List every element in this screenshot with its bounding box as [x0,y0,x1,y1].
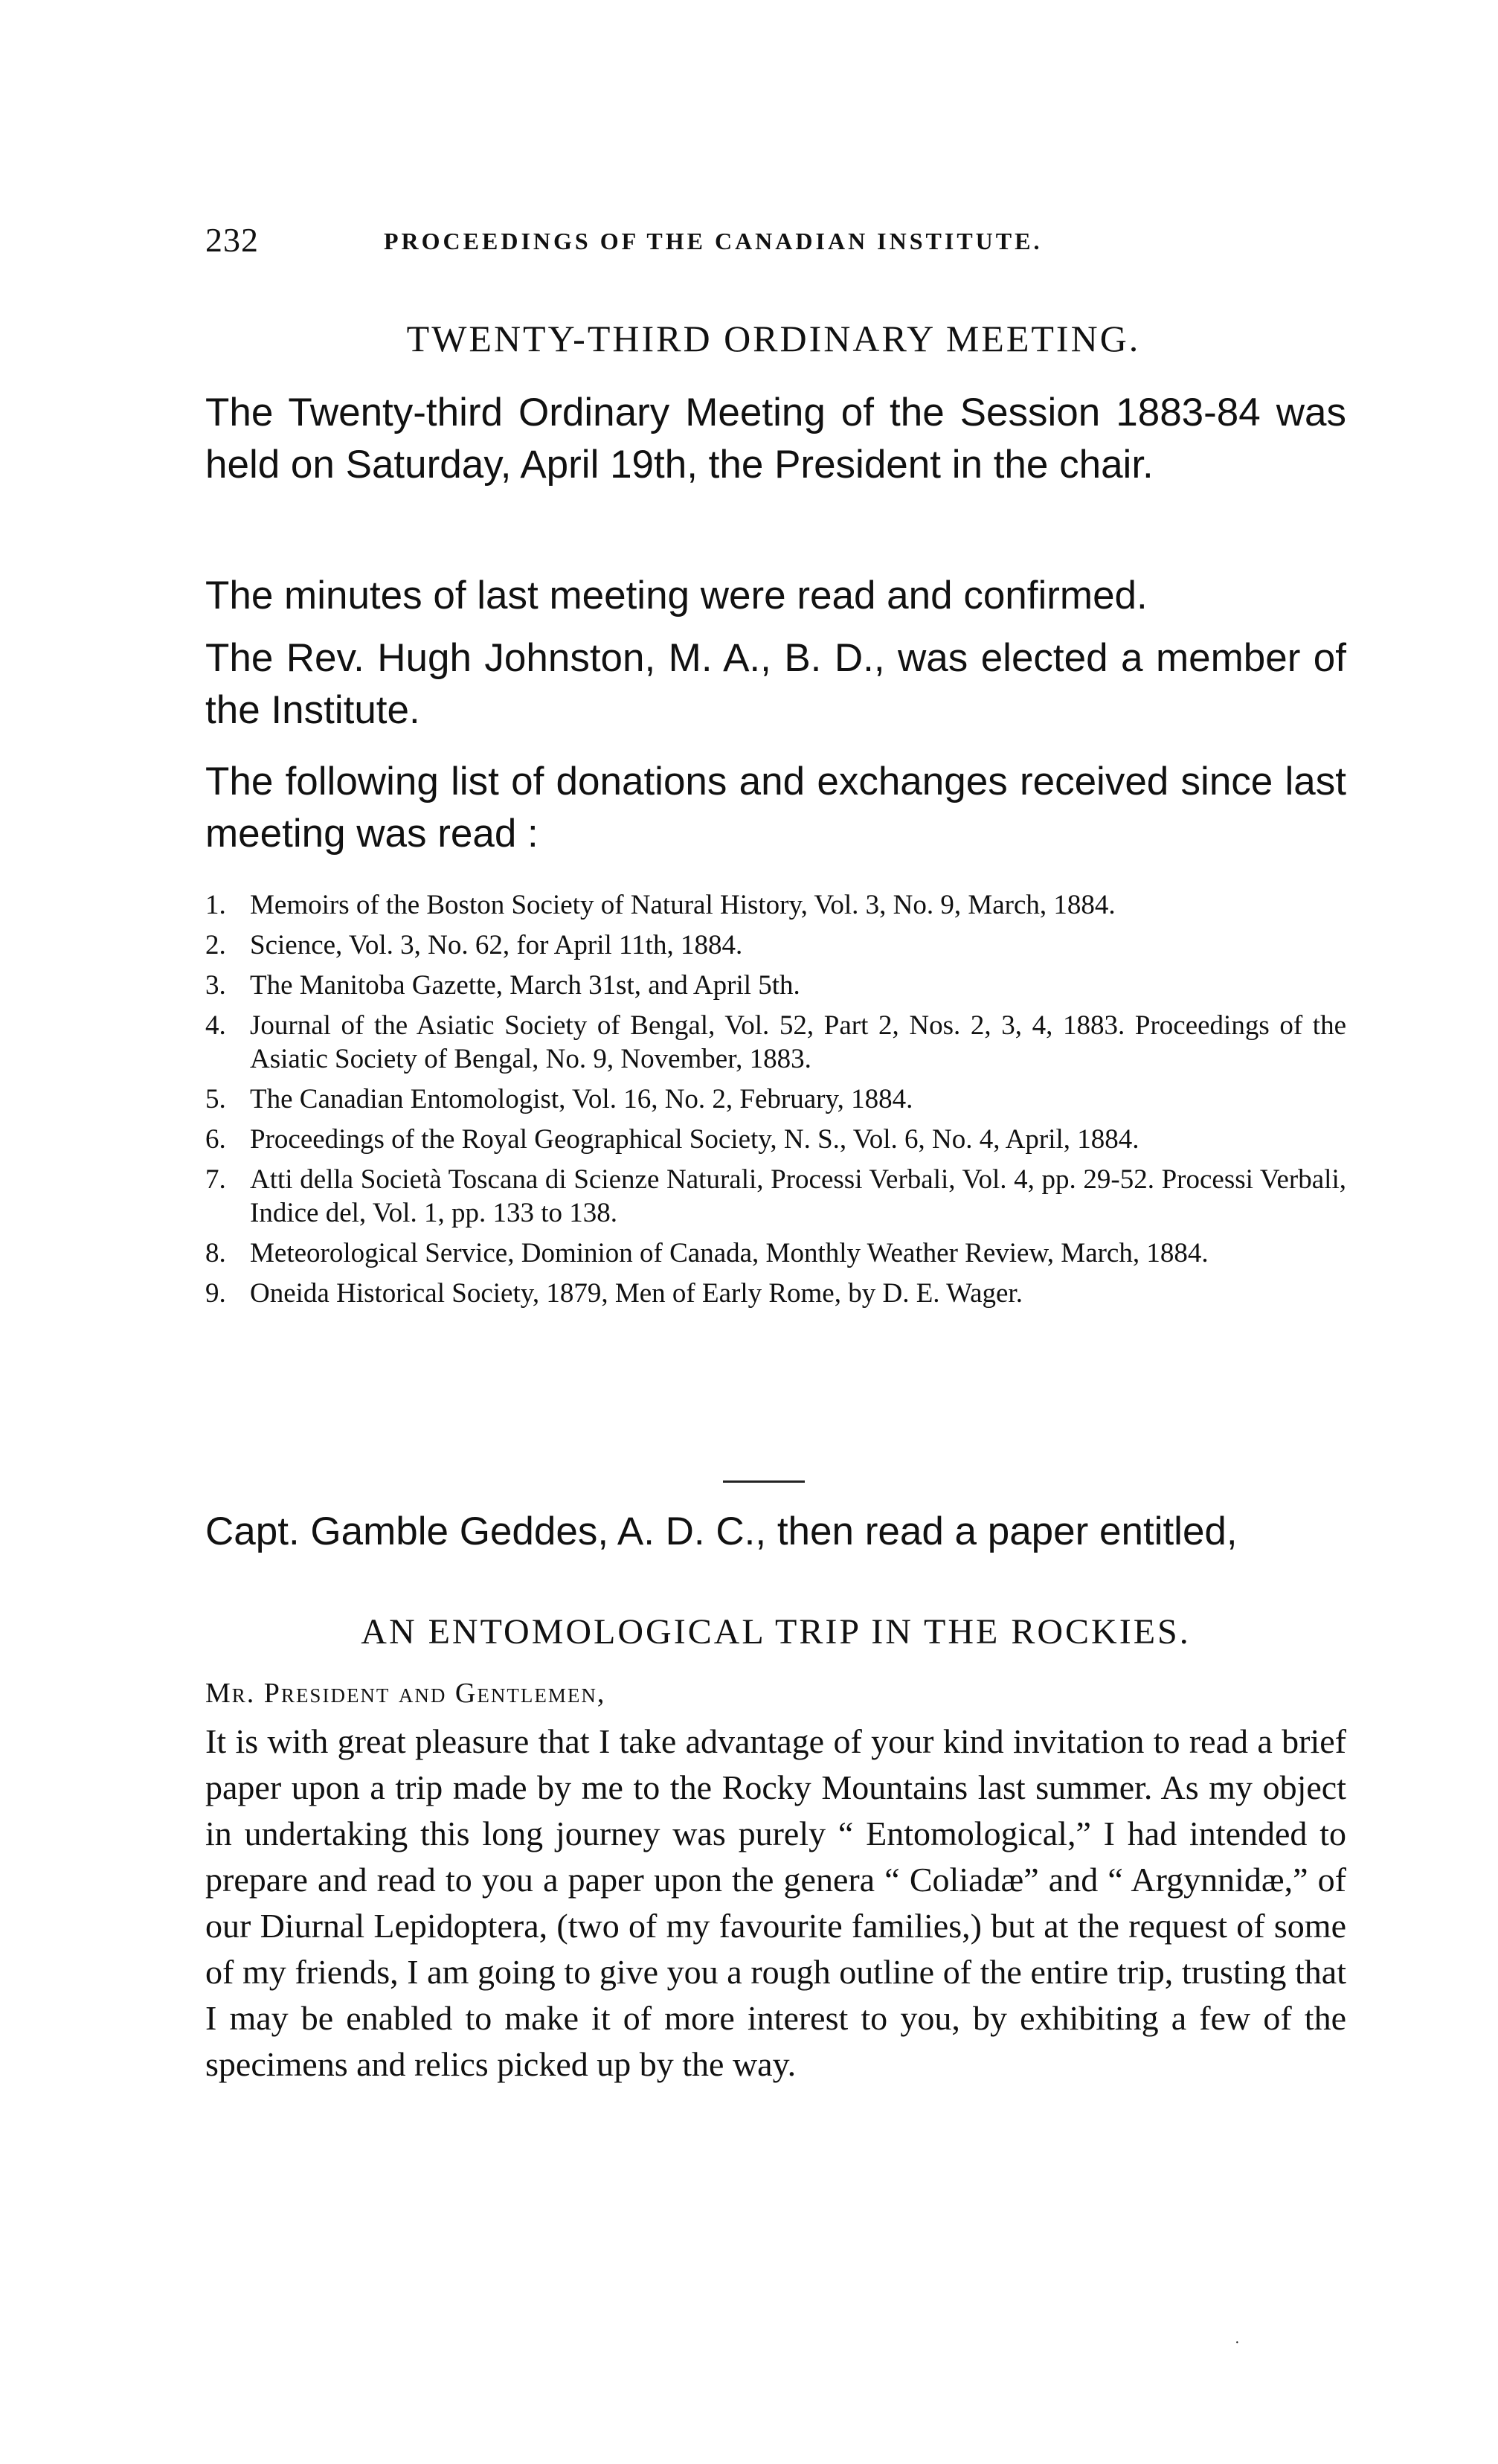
list-item-number: 3. [205,970,226,1001]
list-item [205,1163,1346,1230]
list-item-number: 6. [205,1124,226,1155]
meeting-paragraph-donations-intro: The following list of donations and exchanges received since last meeting was read : [205,760,1346,856]
running-head: PROCEEDINGS OF THE CANADIAN INSTITUTE. [384,228,1043,254]
list-item-text: Journal of the Asiatic Society of Bengal, Vol. 52, Part 2, Nos. 2, 3, 4, 1883. Proceedings of the Asiatic Society of Bengal, No. 9, November, 1883. [250,1010,1346,1074]
list-item-text: The Manitoba Gazette, March 31st, and April 5th. [250,970,800,1001]
list-item-number: 1. [205,890,226,920]
list-item [205,1123,1346,1156]
paper-title: AN ENTOMOLOGICAL TRIP IN THE ROCKIES. [361,1612,1191,1652]
list-item-number: 7. [205,1164,226,1195]
list-item [205,1277,1346,1310]
list-item-text: Meteorological Service, Dominion of Canada, Monthly Weather Review, March, 1884. [250,1238,1209,1268]
list-item-text: Oneida Historical Society, 1879, Men of Early Rome, by D. E. Wager. [250,1278,1023,1309]
page-header [205,220,1342,265]
salutation: Mr. President and Gentlemen, [205,1678,606,1709]
list-item [205,969,1346,1002]
list-item [205,1082,1346,1116]
list-item [205,1009,1346,1076]
list-item-text: Memoirs of the Boston Society of Natural History, Vol. 3, No. 9, March, 1884. [250,890,1116,920]
page-number: 232 [205,221,259,259]
meeting-paragraph-minutes: The minutes of last meeting were read and confirmed. [205,574,1148,617]
list-item-number: 4. [205,1010,226,1041]
donations-list [205,888,1346,1317]
list-item-text: Proceedings of the Royal Geographical Society, N. S., Vol. 6, No. 4, April, 1884. [250,1124,1139,1155]
meeting-paragraph-session: The Twenty-third Ordinary Meeting of the Session 1883-84 was held on Saturday, April 19th, the President in the chair. [205,391,1346,487]
list-item-text: The Canadian Entomologist, Vol. 16, No. 2, February, 1884. [250,1084,913,1114]
list-item-number: 5. [205,1084,226,1114]
list-item-number: 8. [205,1238,226,1268]
list-item [205,1236,1346,1270]
list-item-number: 2. [205,930,226,960]
list-item [205,928,1346,962]
meeting-paragraph-election: The Rev. Hugh Johnston, M. A., B. D., was elected a member of the Institute. [205,636,1346,732]
list-item [205,888,1346,922]
list-item-text: Science, Vol. 3, No. 62, for April 11th, 1884. [250,930,743,960]
section-divider [723,1480,805,1483]
paper-body: It is with great pleasure that I take advantage of your kind invitation to read a brief paper upon a trip made by me to the Rocky Mountains last summer. As my object in undertaking this long journey was purely “ Entomological,” I had intended to prepare and read to you a paper upon the genera “ Coliadæ” and “ Argynnidæ,” of our Diurnal Lepidoptera, (two of my favourite families,) but at the request of some of my friends, I am going to give you a rough outline of the entire trip, trusting that I may be enabled to make it of more interest to you, by exhibiting a few of the specimens and relics picked up by the way. [205,1722,1346,2083]
meeting-title: TWENTY-THIRD ORDINARY MEETING. [406,318,1141,359]
paper-intro: Capt. Gamble Geddes, A. D. C., then read a paper entitled, [205,1509,1238,1553]
print-speck: · [1235,2335,1240,2351]
list-item-number: 9. [205,1278,226,1309]
list-item-text: Atti della Società Toscana di Scienze Naturali, Processi Verbali, Vol. 4, pp. 29-52. Processi Verbali, Indice del, Vol. 1, pp. 133 to 138. [250,1164,1346,1228]
